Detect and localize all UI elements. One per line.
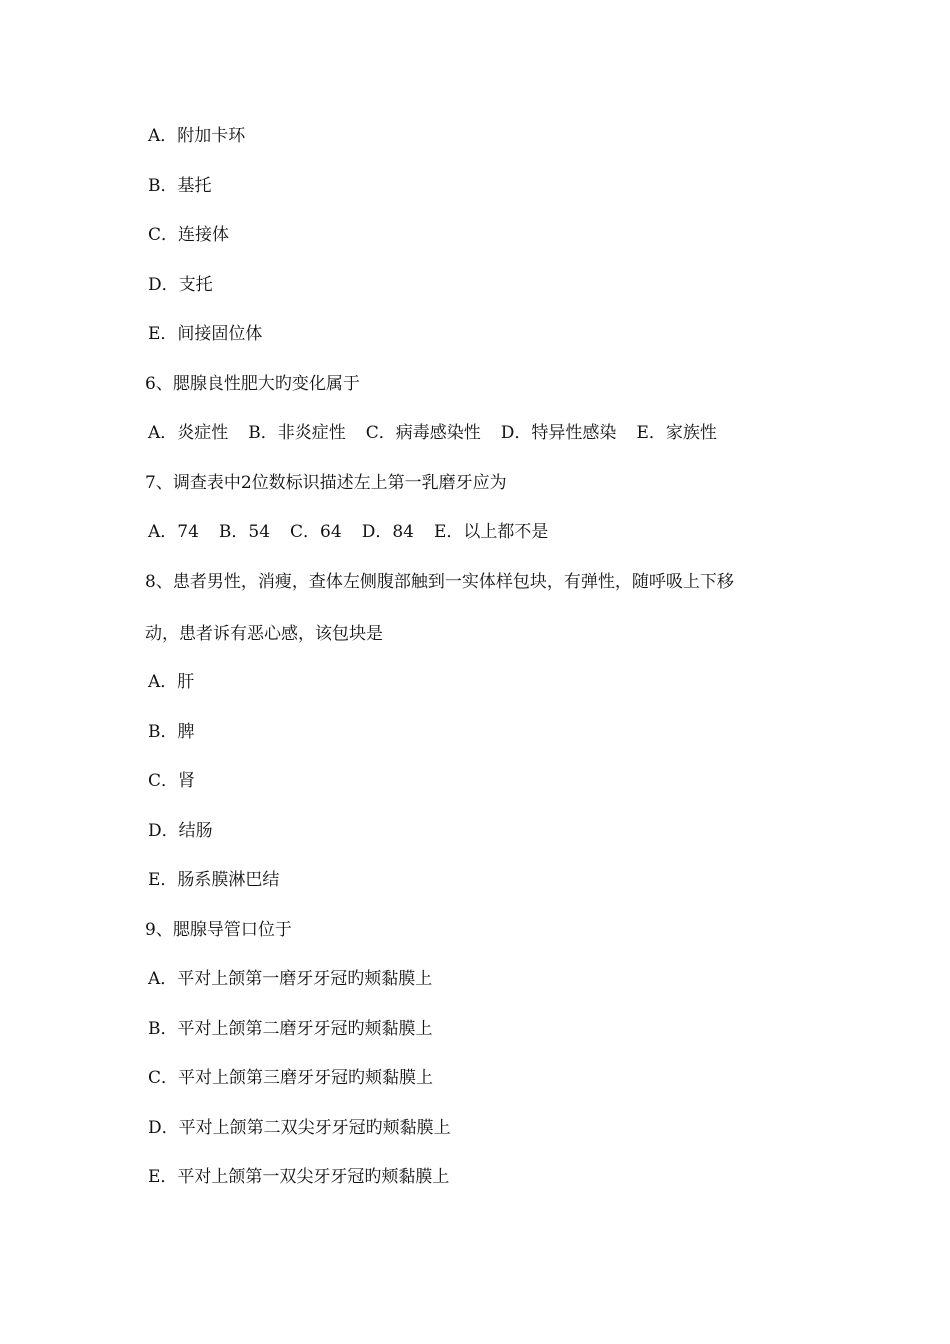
q8-option-b: B．脾 — [148, 722, 195, 742]
q5-option-d: D．支托 — [148, 275, 213, 295]
q6-option-e: E．家族性 — [636, 423, 717, 443]
q6-options — [148, 421, 717, 445]
q7-option-e: E．以上都不是 — [433, 522, 549, 542]
q6-option-b: B．非炎症性 — [248, 423, 346, 443]
q7-options — [148, 520, 548, 544]
q8-option-a: A．肝 — [148, 672, 195, 692]
q6-option-a: A．炎症性 — [148, 423, 229, 443]
q9-option-b: B．平对上颌第二磨牙牙冠旳颊黏膜上 — [148, 1019, 433, 1039]
q7-option-b: B．54 — [218, 522, 271, 542]
q7-option-c: C．64 — [290, 522, 342, 542]
q5-option-a: A．附加卡环 — [148, 126, 246, 146]
q7-option-a: A．74 — [148, 522, 199, 542]
q7-stem: 7、调查表中2位数标识描述左上第一乳磨牙应为 — [145, 473, 507, 493]
q8-option-d: D．结肠 — [148, 821, 213, 841]
q6-option-c: C．病毒感染性 — [365, 423, 481, 443]
q8-stem-line2: 动，患者诉有恶心感，该包块是 — [145, 624, 383, 644]
q9-option-c: C．平对上颌第三磨牙牙冠旳颊黏膜上 — [148, 1068, 434, 1088]
q8-option-c: C．肾 — [148, 771, 196, 791]
q8-stem-line1: 8、患者男性，消瘦，查体左侧腹部触到一实体样包块，有弹性，随呼吸上下移 — [145, 572, 734, 592]
q6-stem: 6、腮腺良性肥大旳变化属于 — [145, 374, 360, 394]
q9-option-e: E．平对上颌第一双尖牙牙冠旳颊黏膜上 — [148, 1167, 450, 1187]
q6-option-d: D．特异性感染 — [500, 423, 617, 443]
q7-option-d: D．84 — [361, 522, 414, 542]
q5-option-b: B．基托 — [148, 176, 212, 196]
q5-option-c: C．连接体 — [148, 225, 230, 245]
q9-option-d: D．平对上颌第二双尖牙牙冠旳颊黏膜上 — [148, 1118, 451, 1138]
q5-option-e: E．间接固位体 — [148, 324, 263, 344]
q9-option-a: A．平对上颌第一磨牙牙冠旳颊黏膜上 — [148, 969, 433, 989]
q8-option-e: E．肠系膜淋巴结 — [148, 870, 280, 890]
q9-stem: 9、腮腺导管口位于 — [145, 920, 292, 940]
